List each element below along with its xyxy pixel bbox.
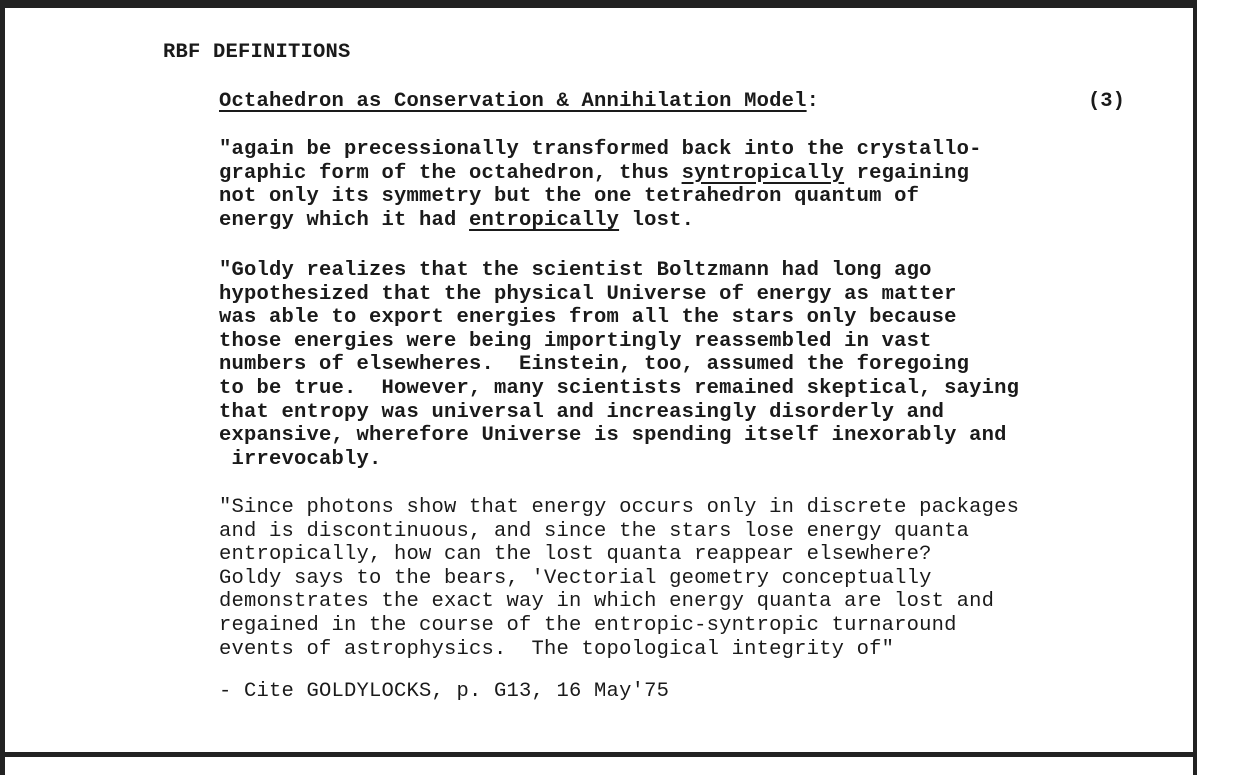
p3-line: Goldy says to the bears, 'Vectorial geometry conceptually <box>219 566 932 590</box>
citation: - Cite GOLDYLOCKS, p. G13, 16 May'75 <box>219 680 670 703</box>
p1-line-4-after: lost. <box>619 208 695 232</box>
p2-line: expansive, wherefore Universe is spending itself inexorably and <box>219 424 1007 448</box>
quote-paragraph-2 <box>219 259 1019 471</box>
p3-line: entropically, how can the lost quanta reappear elsewhere? <box>219 543 932 567</box>
p2-line: was able to export energies from all the stars only because <box>219 306 957 330</box>
p3-line: demonstrates the exact way in which energy quanta are lost and <box>219 590 995 614</box>
p2-line: numbers of elsewheres. Einstein, too, assumed the foregoing <box>219 353 970 377</box>
card-title: Octahedron as Conservation & Annihilation Model <box>219 90 807 113</box>
p1-line-2-before: graphic form of the octahedron, thus <box>219 161 682 185</box>
p2-line: those energies were being importingly reassembled in vast <box>219 329 932 353</box>
p1-line-1: "again be precessionally transformed back into the crystallo- <box>219 138 982 161</box>
underlined-entropically: entropically <box>469 208 620 232</box>
p1-line-2-after: regaining <box>844 161 970 185</box>
p3-line: and is discontinuous, and since the stars lose energy quanta <box>219 519 970 543</box>
quote-paragraph-3 <box>219 496 1019 661</box>
p2-line: irrevocably. <box>219 447 382 471</box>
p3-line: "Since photons show that energy occurs only in discrete packages <box>219 496 1020 519</box>
p2-line: "Goldy realizes that the scientist Boltzmann had long ago <box>219 259 932 282</box>
card-border-left <box>0 0 5 775</box>
quote-paragraph-1 <box>219 138 982 232</box>
p1-line-3: not only its symmetry but the one tetrahedron quantum of <box>219 185 920 209</box>
card-border-right <box>1193 0 1197 775</box>
card-border-top <box>0 0 1197 8</box>
p2-line: hypothesized that the physical Universe of energy as matter <box>219 282 957 306</box>
p1-line-4-before: energy which it had <box>219 208 470 232</box>
p3-line: regained in the course of the entropic-syntropic turnaround <box>219 613 957 637</box>
p2-line: that entropy was universal and increasingly disorderly and <box>219 400 945 424</box>
p3-line: events of astrophysics. The topological integrity of" <box>219 637 895 661</box>
title-colon: : <box>806 90 820 113</box>
title-line <box>219 90 819 114</box>
card-border-bottom <box>0 752 1197 757</box>
page-number: (3) <box>1088 90 1125 113</box>
p2-line: to be true. However, many scientists remained skeptical, saying <box>219 376 1020 400</box>
card-header: RBF DEFINITIONS <box>163 41 351 64</box>
underlined-syntropically: syntropically <box>681 161 845 185</box>
